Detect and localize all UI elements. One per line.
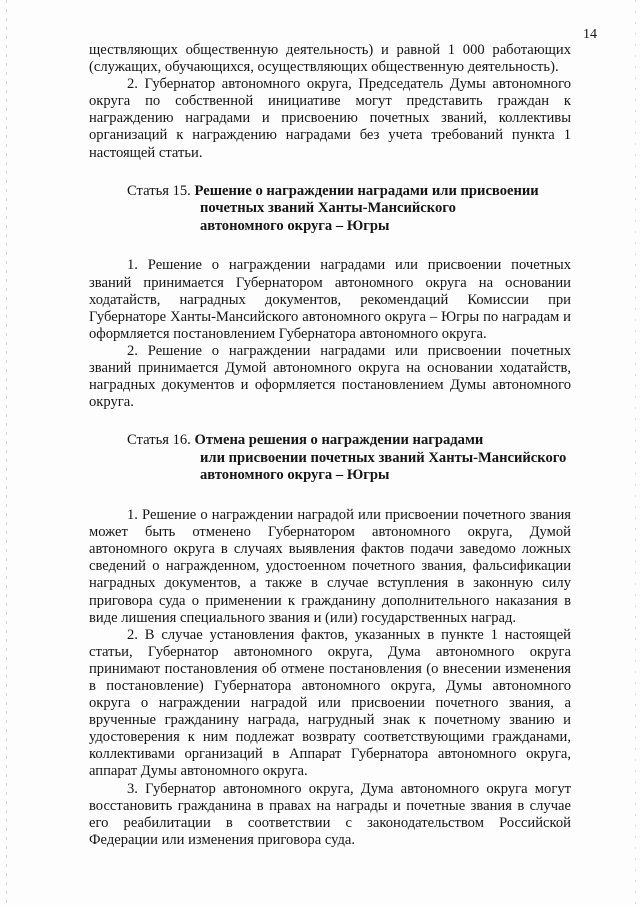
article-16-title-line-3: автономного округа – Югры (200, 467, 390, 484)
intro-paragraph-1: ществляющих общественную деятельность) и равной 1 000 работающих (служащих, обучающихся, осуществляющих общественную деятельность). (89, 42, 571, 76)
article-16-paragraph-1: 1. Решение о награждении наградой или присвоении почетного звания может быть отменено Губернатором автономного округа, Думой автономного округа в случаях выявления фактов подачи заведомо ложных сведений о награжденном, удостоенном почетного звания, фальсификации наградных документов, а также в случае вступления в законную силу приговора суда о применении к гражданину дополнительного наказания в виде лишения специального звания и (или) государственных наград. (89, 507, 571, 626)
article-15-title-line-3: автономного округа – Югры (200, 217, 390, 234)
article-15-title-line-1: Решение о награждении наградами или присвоении (194, 182, 539, 199)
article-16-paragraph-3: 3. Губернатор автономного округа, Дума автономного округа могут восстановить гражданина в правах на награды и почетные звания в случае его реабилитации в соответствии с законодательством Российской Федерации или изменения приговора суда. (89, 780, 571, 848)
page-number: 14 (583, 27, 597, 42)
scan-edge-right (635, 0, 636, 905)
article-15-paragraph-1: 1. Решение о награждении наградами или присвоении почетных званий принимается Губернатором автономного округа на основании ходатайств, наградных документов, рекомендаций Комиссии при Губернаторе Ханты-Мансийского автономного округа – Югры по наградам и оформляется постановлением Губернатора автономного округа. (89, 257, 571, 342)
article-16-heading (89, 432, 571, 485)
article-15-heading (89, 183, 571, 236)
article-15-title-line-2: почетных званий Ханты-Мансийского (200, 200, 456, 217)
article-15-label: Статья 15. (127, 182, 191, 199)
article-16-title-line-2: или присвоении почетных званий Ханты-Мансийского (200, 449, 567, 466)
article-16-label: Статья 16. (127, 432, 191, 449)
article-16-paragraph-2: 2. В случае установления фактов, указанных в пункте 1 настоящей статьи, Губернатор автономного округа, Дума автономного округа принимают постановления об отмене постановления (о внесении изменения в постановление) Губернатора автономного округа, Думы автономного округа о награждении наградой или присвоении почетного звания, а врученные гражданину награда, нагрудный знак к почетному званию и удостоверения к ним подлежат возврату соответствующими гражданами, коллективами организаций в Аппарат Губернатора автономного округа, аппарат Думы автономного округа. (89, 626, 571, 780)
scan-edge-left (6, 0, 7, 905)
article-16-title-line-1: Отмена решения о награждении наградами (194, 432, 484, 449)
article-15-paragraph-2: 2. Решение о награждении наградами или присвоении почетных званий принимается Думой автономного округа на основании ходатайств, наградных документов и оформляется постановлением Думы автономного округа. (89, 342, 571, 411)
document-body (89, 42, 571, 849)
intro-paragraph-2: 2. Губернатор автономного округа, Председатель Думы автономного округа по собственной инициативе могут представить граждан к награждению наградами и присвоению почетных званий, коллективы организаций к награждению наградами без учета требований пункта 1 настоящей статьи. (89, 76, 571, 161)
